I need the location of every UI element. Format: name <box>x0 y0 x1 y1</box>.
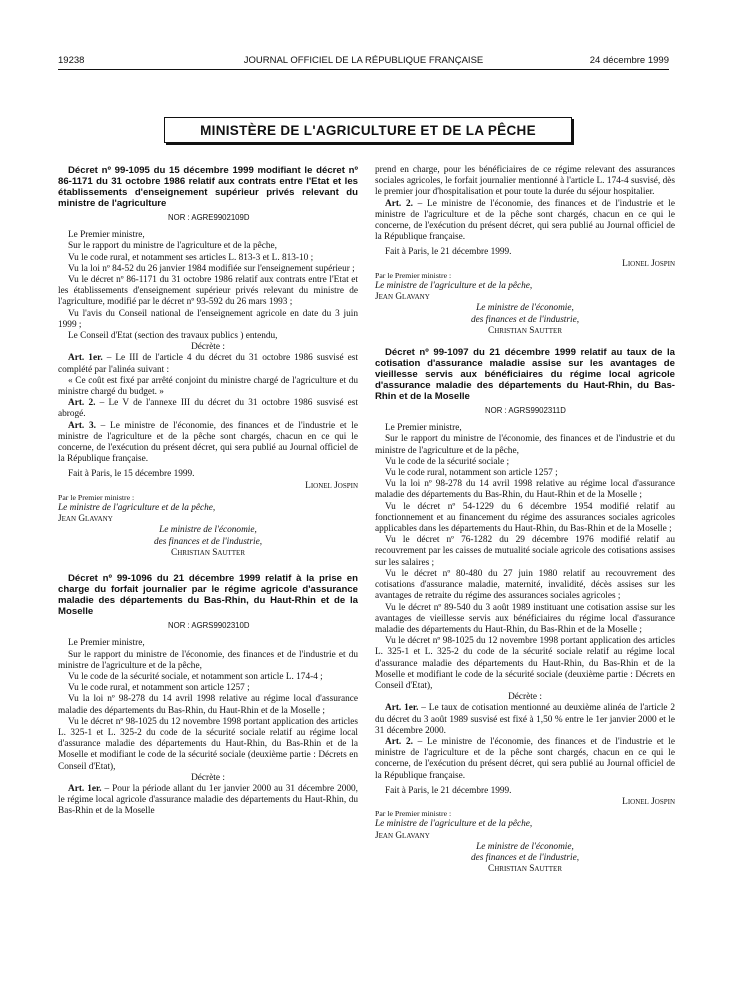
article <box>58 353 358 375</box>
article-text: – Le ministre de l'économie, des finances et de l'industrie et le ministre de l'agriculture et de la pêche sont chargés, chacun en ce qui le concerne, de l'exécution du présent décret, qui sera publié au Journal officiel de la République française. <box>58 420 358 465</box>
decrete-label: Décrète : <box>191 772 225 783</box>
nor-reference: NOR : AGRE9902109D <box>168 213 250 222</box>
right-column <box>375 165 675 875</box>
article <box>375 737 675 782</box>
article-label: Art. 1er. <box>68 353 103 364</box>
article <box>58 784 358 818</box>
nor-reference: NOR : AGRS9902310D <box>168 621 250 631</box>
decree-paragraph: Sur le rapport du ministre de l'économie, des finances et de l'industrie et du ministre de l'agriculture et de la pêche, <box>375 434 675 456</box>
decree-paragraph: Vu le décret nº 80-480 du 27 juin 1980 relatif au recouvrement des cotisations d'assurance maladie, maternité, invalidité, décès assises sur les avantages de retraite du régime des assurances sociales agricoles ; <box>375 568 675 602</box>
decree-paragraph: Vu le décret nº 89-540 du 3 août 1989 instituant une cotisation assise sur les avantages de vieillesse servis aux bénéficiaires du régime local d'assurance maladie des départements du Haut-Rhin, du Bas-Rhin et de la Moselle ; <box>375 602 675 635</box>
decree-title: Décret nº 99-1096 du 21 décembre 1999 relatif à la prise en charge du forfait journalier par le régime agricole d'assurance maladie des départements du Bas-Rhin, du Haut-Rhin et de la Moselle <box>58 573 358 618</box>
page-number: 19238 <box>58 55 85 66</box>
article-text: « Ce coût est fixé par arrêté conjoint du ministre chargé de l'agriculture et du ministre chargé du budget. » <box>58 375 358 398</box>
decree-paragraph: Vu le code rural, notamment son article 1257 ; <box>385 468 558 479</box>
minister-name: Jean Glavany <box>375 292 430 303</box>
decree-paragraph: Vu la loi nº 84-52 du 26 janvier 1984 modifiée sur l'enseignement supérieur ; <box>68 263 355 274</box>
article-text: – Le III de l'article 4 du décret du 31 octobre 1986 susvisé est complété par l'alinéa suivant : <box>58 353 358 375</box>
minister-title: des finances et de l'industrie, <box>470 314 580 325</box>
signatory: Lionel Jospin <box>622 796 675 807</box>
article-text: – Le ministre de l'économie, des finances et de l'industrie et le ministre de l'agriculture et de la pêche sont chargés, chacun en ce qui le concerne, de l'exécution du présent décret, qui sera publié au Journal officiel de la République française. <box>375 736 675 781</box>
par-premier-ministre: Par le Premier ministre : <box>58 492 135 502</box>
article-text: – Le taux de cotisation mentionné au deuxième alinéa de l'article 2 du décret du 3 août 1989 susvisé est fixé à 1,50 % entre le 1er janvier 2000 et le 31 décembre 2000. <box>375 703 675 736</box>
signatory: Lionel Jospin <box>622 258 675 269</box>
article-label: Art. 1er. <box>385 703 419 714</box>
decree-paragraph: Vu le code rural, et notamment son article 1257 ; <box>68 683 250 694</box>
minister-title: des finances et de l'industrie, <box>153 536 263 547</box>
minister-title: Le ministre de l'économie, <box>476 841 574 852</box>
decree-paragraph: Vu le décret nº 86-1171 du 31 octobre 1986 relatif aux contrats entre l'Etat et les établissements d'enseignement supérieur privés relevant du ministre de l'agriculture, modifié par le décret nº 93-592 du 26 mars 1993 ; <box>58 275 358 308</box>
minister-title: Le ministre de l'économie, <box>159 525 257 536</box>
article-continued: prend en charge, pour les bénéficiaires de ce régime relevant des assurances sociales agricoles, le forfait journalier mentionné à l'article L. 174-4 susvisé, dès le premier jour d'hospitalisation et pour toute la durée du séjour hospitalier. <box>375 165 675 198</box>
decree-paragraph: Vu la loi nº 98-278 du 14 avril 1998 relative au régime local d'assurance maladie des départements du Bas-Rhin, du Haut-Rhin et de la Moselle ; <box>58 694 358 716</box>
header-rule <box>58 69 669 70</box>
minister-name: Christian Sautter <box>488 325 562 336</box>
article-label: Art. 2. <box>385 736 413 747</box>
decree-paragraph: Le Premier ministre, <box>68 230 145 241</box>
decrete-label: Décrète : <box>191 342 225 353</box>
page-header <box>58 55 669 69</box>
minister-title: Le ministre de l'agriculture et de la pêche, <box>375 819 533 830</box>
decree-paragraph: Sur le rapport du ministre de l'agriculture et de la pêche, <box>68 241 277 252</box>
minister-name: Jean Glavany <box>375 830 430 841</box>
minister-name: Christian Sautter <box>488 864 562 875</box>
decree-paragraph: Vu le code de la sécurité sociale ; <box>385 456 510 467</box>
article-label: Art. 2. <box>385 198 413 209</box>
decree-paragraph: Le Conseil d'Etat (section des travaux publics ) entendu, <box>68 331 278 342</box>
decree-paragraph: Sur le rapport du ministre de l'économie, des finances et de l'industrie et du ministre de l'agriculture et de la pêche, <box>58 649 358 671</box>
decree-paragraph: Vu le décret nº 98-1025 du 12 novembre 1998 portant application des articles L. 325-1 et L. 325-2 du code de la sécurité sociale relatif au régime local d'assurance maladie des départements du Haut-Rhin, du Bas-Rhin et de la Moselle et modifiant le code de la sécurité sociale (deuxième partie : Décrets en Conseil d'Etat), <box>58 716 358 772</box>
decree-paragraph: Vu le décret nº 98-1025 du 12 novembre 1998 portant application des articles L. 325-1 et L. 325-2 du code de la sécurité sociale relatif au régime local d'assurance maladie des départements du Haut-Rhin, du Bas-Rhin et de la Moselle et modifiant le code de la sécurité sociale (deuxième partie : Décrets en Conseil d'Etat), <box>375 636 675 691</box>
signatory: Lionel Jospin <box>305 480 358 491</box>
minister-name: Christian Sautter <box>171 547 245 558</box>
minister-title: Le ministre de l'agriculture et de la pêche, <box>375 281 533 292</box>
decree-paragraph: Vu l'avis du Conseil national de l'enseignement agricole en date du 3 juin 1999 ; <box>58 308 358 330</box>
minister-title: des finances et de l'industrie, <box>470 852 580 863</box>
article-label: Art. 3. <box>68 420 96 431</box>
decree-paragraph: Le Premier ministre, <box>68 638 145 649</box>
article <box>58 376 358 398</box>
decree-paragraph: Vu le code de la sécurité sociale, et notamment son article L. 174-4 ; <box>68 671 323 682</box>
article-text: – Le V de l'annexe III du décret du 31 octobre 1986 susvisé est abrogé. <box>58 398 358 420</box>
article-label: Art. 1er. <box>68 783 102 794</box>
decree-paragraph: Vu le code rural, et notamment ses articles L. 813-3 et L. 813-10 ; <box>68 252 314 263</box>
issue-date: 24 décembre 1999 <box>589 55 669 66</box>
article-label: Art. 2. <box>68 398 96 409</box>
left-column <box>58 165 358 818</box>
par-premier-ministre: Par le Premier ministre : <box>375 809 452 819</box>
journal-title: JOURNAL OFFICIEL DE LA RÉPUBLIQUE FRANÇAISE <box>243 55 484 66</box>
minister-title: Le ministre de l'agriculture et de la pêche, <box>58 503 216 514</box>
par-premier-ministre: Par le Premier ministre : <box>375 270 452 280</box>
article <box>375 199 675 244</box>
decree-title: Décret nº 99-1097 du 21 décembre 1999 relatif au taux de la cotisation d'assurance maladie assise sur les avantages de vieillesse servis aux bénéficiaires du régime local agricole d'assurance maladie des départements du Haut-Rhin, du Bas-Rhin et de la Moselle <box>375 347 675 403</box>
article-text: – Le ministre de l'économie, des finances et de l'industrie et le ministre de l'agriculture et de la pêche sont chargés, chacun en ce qui le concerne, de l'exécution du présent décret, qui sera publié au Journal officiel de la République française. <box>375 198 675 243</box>
article <box>58 398 358 420</box>
ministry-heading: MINISTÈRE DE L'AGRICULTURE ET DE LA PÊCHE <box>164 117 572 143</box>
fait-line: Fait à Paris, le 15 décembre 1999. <box>68 469 195 480</box>
minister-title: Le ministre de l'économie, <box>476 303 574 314</box>
decree-paragraph: Vu le décret nº 76-1282 du 29 décembre 1976 modifié relatif au recouvrement par les caisses de mutualité sociale agricole des cotisations assises sur les salaires ; <box>375 535 675 568</box>
section-gap <box>58 559 358 573</box>
section-gap <box>375 337 675 347</box>
fait-line: Fait à Paris, le 21 décembre 1999. <box>385 785 512 796</box>
article <box>375 703 675 737</box>
decrete-label: Décrète : <box>508 692 542 703</box>
article-text: – Pour la période allant du 1er janvier 2000 au 31 décembre 2000, le régime local agricole d'assurance maladie des départements du Haut-Rhin, du Bas-Rhin et de la Moselle <box>58 783 358 817</box>
article <box>58 421 358 466</box>
nor-reference: NOR : AGRS9902311D <box>485 406 566 416</box>
fait-line: Fait à Paris, le 21 décembre 1999. <box>385 247 512 258</box>
decree-paragraph: Le Premier ministre, <box>385 423 462 434</box>
decree-title: Décret nº 99-1095 du 15 décembre 1999 modifiant le décret nº 86-1171 du 31 octobre 1986 relatif aux contrats entre l'Etat et les établissements d'enseignement supérieur privés relevant du ministre de l'agriculture <box>58 165 358 209</box>
decree-paragraph: Vu la loi nº 98-278 du 14 avril 1998 relative au régime local d'assurance maladie des départements du Bas-Rhin, du Haut-Rhin et de la Moselle ; <box>375 479 675 501</box>
minister-name: Jean Glavany <box>58 514 113 525</box>
decree-paragraph: Vu le décret nº 54-1229 du 6 décembre 1954 modifié relatif au fonctionnement et au financement du régime des assurances sociales agricoles applicables dans les départements du Haut-Rhin, du Bas-Rhin et de la Moselle ; <box>375 501 675 535</box>
